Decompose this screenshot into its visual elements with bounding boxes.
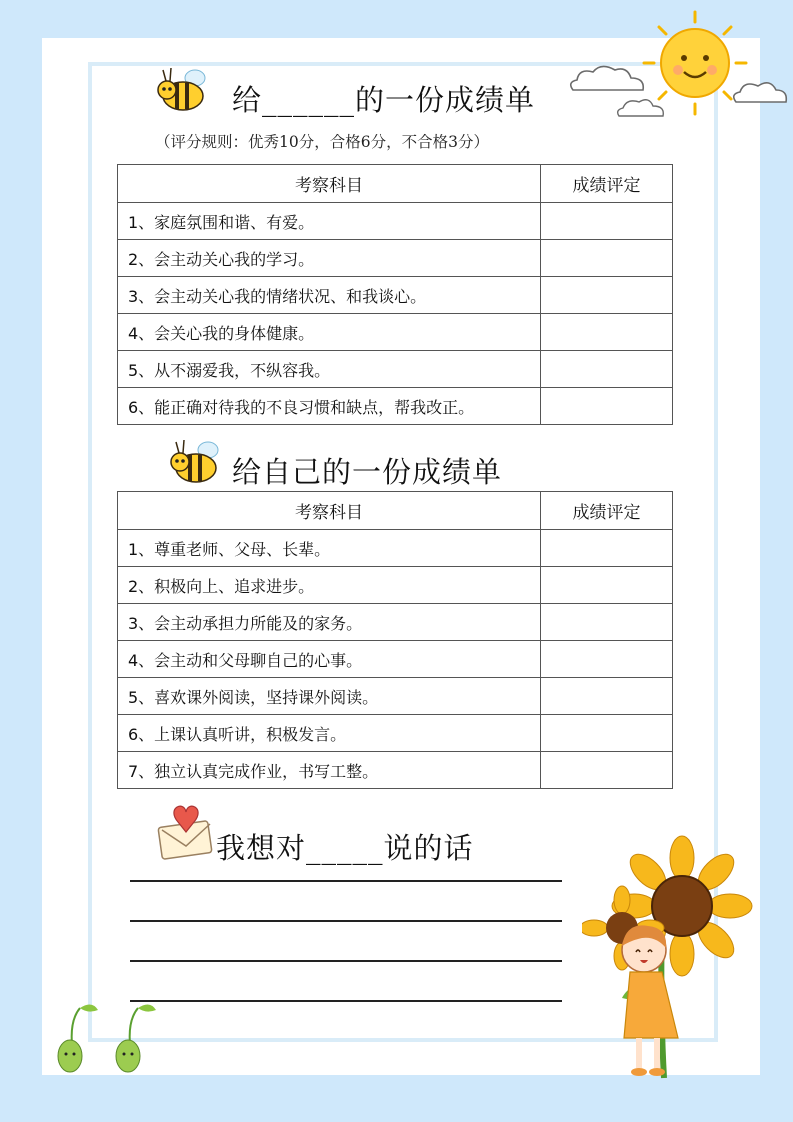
table-row [118, 314, 673, 351]
title-parent-report: 给______的一份成绩单 [232, 83, 536, 117]
sprout-icon [110, 1000, 160, 1080]
table-header-row [118, 492, 673, 530]
subject-cell: 4、会主动和父母聊自己的心事。 [118, 641, 541, 678]
score-cell[interactable] [541, 203, 673, 240]
heart-envelope-icon [156, 800, 216, 860]
table-row [118, 715, 673, 752]
table-row [118, 752, 673, 789]
writing-line[interactable] [130, 960, 562, 962]
sprout-icon [52, 1000, 102, 1080]
score-cell[interactable] [541, 678, 673, 715]
score-cell[interactable] [541, 715, 673, 752]
column-header-subject: 考察科目 [118, 165, 541, 203]
score-cell[interactable] [541, 530, 673, 567]
sunflower-girl-illustration [582, 828, 762, 1088]
scoring-rules: （评分规则：优秀10分，合格6分，不合格3分） [155, 133, 489, 151]
table-row [118, 388, 673, 425]
writing-line[interactable] [130, 1000, 562, 1002]
table-row [118, 567, 673, 604]
subject-cell: 4、会关心我的身体健康。 [118, 314, 541, 351]
column-header-score: 成绩评定 [541, 492, 673, 530]
score-cell[interactable] [541, 567, 673, 604]
table-row [118, 604, 673, 641]
table-row [118, 641, 673, 678]
score-cell[interactable] [541, 240, 673, 277]
score-cell[interactable] [541, 641, 673, 678]
subject-cell: 6、能正确对待我的不良习惯和缺点，帮我改正。 [118, 388, 541, 425]
table-row [118, 530, 673, 567]
cloud-icon [615, 96, 667, 120]
table-header-row [118, 165, 673, 203]
score-cell[interactable] [541, 752, 673, 789]
subject-cell: 5、喜欢课外阅读，坚持课外阅读。 [118, 678, 541, 715]
self-grade-table [117, 491, 673, 789]
table-row [118, 240, 673, 277]
column-header-score: 成绩评定 [541, 165, 673, 203]
bee-icon [155, 64, 211, 116]
score-cell[interactable] [541, 277, 673, 314]
cloud-icon [565, 60, 650, 96]
subject-cell: 2、会主动关心我的学习。 [118, 240, 541, 277]
subject-cell: 1、家庭氛围和谐、有爱。 [118, 203, 541, 240]
score-cell[interactable] [541, 314, 673, 351]
subject-cell: 3、会主动关心我的情绪状况、和我谈心。 [118, 277, 541, 314]
title-words: 我想对_____说的话 [216, 831, 474, 865]
cloud-icon [730, 76, 790, 106]
parent-grade-table [117, 164, 673, 425]
table-row [118, 678, 673, 715]
score-cell[interactable] [541, 388, 673, 425]
subject-cell: 3、会主动承担力所能及的家务。 [118, 604, 541, 641]
subject-cell: 7、独立认真完成作业，书写工整。 [118, 752, 541, 789]
subject-cell: 6、上课认真听讲，积极发言。 [118, 715, 541, 752]
score-cell[interactable] [541, 604, 673, 641]
writing-line[interactable] [130, 880, 562, 882]
title-self-report: 给自己的一份成绩单 [232, 455, 503, 489]
table-row [118, 203, 673, 240]
writing-line[interactable] [130, 920, 562, 922]
subject-cell: 1、尊重老师、父母、长辈。 [118, 530, 541, 567]
bee-icon [168, 436, 224, 488]
writing-lines [130, 880, 562, 1040]
table-row [118, 277, 673, 314]
score-cell[interactable] [541, 351, 673, 388]
subject-cell: 5、从不溺爱我，不纵容我。 [118, 351, 541, 388]
table-row [118, 351, 673, 388]
column-header-subject: 考察科目 [118, 492, 541, 530]
subject-cell: 2、积极向上、追求进步。 [118, 567, 541, 604]
